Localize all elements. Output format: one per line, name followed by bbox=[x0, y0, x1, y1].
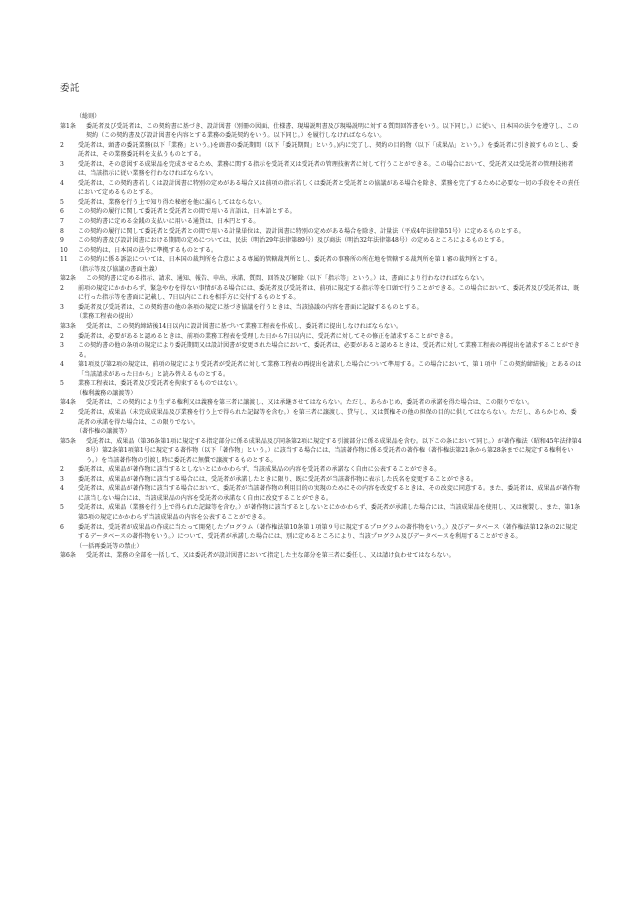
paragraph-text: この契約書に定める指示、請求、通知、報告、申出、承諾、質問、回答及び解除（以下「指示等」という。）は、書面により行わなければならない。 bbox=[86, 275, 489, 283]
paragraph-text: 委託者は、成果品が著作物に該当するとしないとにかかわらず、当該成果品の内容を受託者の承諾なく自由に公表することができる。 bbox=[78, 466, 441, 474]
clause-number: 6 bbox=[60, 208, 64, 216]
clause-paragraph bbox=[60, 141, 582, 160]
paragraph-text: この契約に係る訴訟については、日本国の裁判所を合意による専属的管轄裁判所とし、委託者の事務所の所在地を管轄する裁判所を第１審の裁判所とする。 bbox=[78, 256, 502, 264]
paragraph-text: 委託者は、必要があると認めるときは、前項の業務工程表を受理した日から7日以内に、受託者に対してその修正を請求することができる。 bbox=[78, 332, 457, 340]
clause-paragraph bbox=[60, 255, 582, 265]
section-heading: （総則） bbox=[76, 113, 101, 120]
paragraph-text: 受託者は、成果品（第36条第1項に規定する指定部分に係る成果品及び同条第2項に規定する引渡部分に係る成果品を含む。以下この条において同じ。）が著作権法（昭和45年法律第48号）第2条第1項第1号に規定する著作物（以下「著作物」という。）に該当する場合には、当該著作物に係る受託者の著作権（著作権法第21条から第28条までに規定する権利をいう。）を当該著作物の引渡し時に委託者に無償で譲渡するものとする。 bbox=[86, 437, 582, 464]
paragraph-text: この契約書及び設計図書における期間の定めについては、民法（明治29年法律第89号）及び商法（明治32年法律第48号）の定めるところによるものとする。 bbox=[78, 237, 508, 245]
clause-number: 6 bbox=[60, 523, 64, 531]
article-number: 第6条 bbox=[60, 552, 76, 560]
clause-number: 4 bbox=[60, 361, 64, 369]
section-heading: （業務工程表の提出） bbox=[76, 313, 137, 321]
article-number: 第3条 bbox=[60, 323, 76, 331]
clause-number: 8 bbox=[60, 227, 64, 235]
clause-paragraph bbox=[60, 227, 582, 237]
section-heading: （著作権の譲渡等） bbox=[76, 428, 131, 436]
paragraph-text: 受託者は、その意図する成果品を完成させるため、業務に関する指示を受託者又は受託者の管理技術者に対して行うことができる。この場合において、受託者又は受託者の管理技術者は、当該指示に従い業務を行わなければならない。 bbox=[78, 160, 574, 178]
paragraph-text: 受託者は、成果品が著作物に該当する場合において、委託者が当該著作物の利用目的の実現のためにその内容を改変するときは、その改変に同意する。また、委託者は、成果品が著作物に該当しない場合には、当該成果品の内容を受託者の承諾なく自由に改変することができる。 bbox=[78, 485, 580, 502]
clause-number: 9 bbox=[60, 237, 64, 245]
clause-paragraph bbox=[60, 236, 582, 246]
document-body bbox=[60, 112, 582, 561]
clause-number: 2 bbox=[60, 284, 64, 292]
article-paragraph bbox=[60, 122, 582, 141]
clause-number: 4 bbox=[60, 485, 64, 493]
paragraph-text: 受託者は、この契約締結後14日以内に設計図書に基づいて業務工程表を作成し、委託者に提出しなければならない。 bbox=[86, 323, 403, 331]
paragraph-text: 第1項及び第2項の規定は、前項の規定により受託者が受託者に対して業務工程表の再提出を請求した場合について準用する。この場合において、第１項中「この契約締結後」とあるのは「当該請求があった日から」と読み替えるものとする。 bbox=[78, 361, 582, 378]
article-paragraph bbox=[60, 398, 582, 408]
paragraph-text: 委託者及び受託者は、この契約書の他の条項の規定に基づき協議を行うときは、当該協議の内容を書面に記録するものとする。 bbox=[78, 303, 423, 311]
clause-paragraph bbox=[60, 475, 582, 485]
article-paragraph bbox=[60, 437, 582, 466]
paragraph-text: 受託者は、業務を行う上で知り得た秘密を他に漏らしてはならない。 bbox=[78, 198, 266, 206]
paragraph-text: 業務工程表は、委託者及び受託者を拘束するものではない。 bbox=[78, 380, 242, 388]
clause-number: 2 bbox=[60, 332, 64, 340]
clause-paragraph bbox=[60, 246, 582, 256]
paragraph-text: この契約は、日本国の法令に準拠するものとする。 bbox=[78, 246, 218, 254]
article-paragraph bbox=[60, 322, 582, 332]
clause-paragraph bbox=[60, 408, 582, 427]
clause-paragraph bbox=[60, 341, 582, 360]
clause-paragraph bbox=[60, 465, 582, 475]
article-number: 第5条 bbox=[60, 437, 76, 445]
paragraph-text: 受託者は、この契約書若しくは設計図書に特別の定めがある場合又は前項の指示若しくは委託者と受託者との協議がある場合を除き、業務を完了するために必要な一切の手段をその責任において定めるものとする。 bbox=[78, 179, 580, 197]
clause-number: 2 bbox=[60, 141, 64, 149]
article-paragraph bbox=[60, 551, 582, 561]
clause-number: 3 bbox=[60, 160, 64, 168]
paragraph-text: 受託者は、成果品（未完成成果品及び業務を行う上で得られた記録等を含む。）を第三者に譲渡し、貸与し、又は質権その他の担保の目的に供してはならない。ただし、あらかじめ、委託者の承諾を得た場合は、この限りでない。 bbox=[78, 408, 577, 426]
article-paragraph bbox=[60, 274, 582, 284]
paragraph-text: 委託者及び受託者は、この契約書に基づき、設計図書（別冊の図面、仕様書、現場説明書及び現場説明に対する質問回答書をいう。以下同じ。）に従い、日本国の法令を遵守し、この契約（この契約書及び設計図書を内容とする業務の委託契約をいう。以下同じ。）を履行しなければならない。 bbox=[86, 122, 579, 140]
section-heading: （権利義務の譲渡等） bbox=[76, 389, 137, 397]
clause-paragraph bbox=[60, 179, 582, 198]
clause-number: 5 bbox=[60, 380, 64, 388]
clause-number: 3 bbox=[60, 342, 64, 350]
section-heading: （一括再委託等の禁止） bbox=[76, 542, 143, 550]
paragraph-text: 委託者は、成果品が著作物に該当する場合には、受託者が承諾したときに限り、既に受託者が当該著作物に表示した氏名を変更することができる。 bbox=[78, 475, 478, 483]
clause-paragraph bbox=[60, 198, 582, 208]
paragraph-text: この契約の履行に関して委託者と受託者との間で用いる計量単位は、設計図書に特別の定めがある場合を除き、計量法（平成4年法律第51号）に定めるものとする。 bbox=[78, 227, 525, 235]
article-number: 第4条 bbox=[60, 399, 76, 407]
clause-number: 2 bbox=[60, 408, 64, 416]
clause-paragraph bbox=[60, 160, 582, 179]
clause-paragraph bbox=[60, 484, 582, 503]
clause-paragraph bbox=[60, 207, 582, 217]
clause-paragraph bbox=[60, 379, 582, 389]
clause-number: 5 bbox=[60, 198, 64, 206]
clause-number: 5 bbox=[60, 504, 64, 512]
clause-number: 4 bbox=[60, 179, 64, 187]
clause-paragraph bbox=[60, 503, 582, 522]
section-heading: （指示等及び協議の書面主義） bbox=[76, 265, 161, 273]
paragraph-text: この契約書の他の条項の規定により委託期間又は設計図書が変更された場合において、委託者は、必要があると認めるときは、受託者に対して業務工程表の再提出を請求することができる。 bbox=[78, 342, 580, 359]
document-title: 委託 bbox=[60, 83, 81, 94]
clause-number: 2 bbox=[60, 466, 64, 474]
clause-paragraph bbox=[60, 332, 582, 342]
clause-number: 3 bbox=[60, 303, 64, 311]
paragraph-text: 受託者は、成果品（業務を行う上で得られた記録等を含む。）が著作物に該当するとしないとにかかわらず、委託者が承諾した場合には、当該成果品を使用し、又は複製し、また、第1条第5項の規定にかかわらず当該成果品の内容を公表することができる。 bbox=[78, 504, 581, 521]
article-number: 第1条 bbox=[60, 122, 76, 130]
clause-number: 7 bbox=[60, 218, 64, 226]
paragraph-text: この契約の履行に関して委託者と受託者との間で用いる言語は、日本語とする。 bbox=[78, 208, 296, 216]
clause-paragraph bbox=[60, 284, 582, 303]
clause-paragraph bbox=[60, 303, 582, 313]
paragraph-text: 前項の規定にかかわらず、緊急やむを得ない事情がある場合には、委託者及び受託者は、前項に規定する指示等を口頭で行うことができる。この場合において、委託者及び受託者は、既に行った指示等を書面に記載し、7日以内にこれを相手方に交付するものとする。 bbox=[78, 284, 580, 302]
paragraph-text: 受託者は、業務の全部を一括して、又は委託者が設計図書において指定した主な部分を第三者に委任し、又は請け負わせてはならない。 bbox=[86, 552, 455, 560]
clause-paragraph bbox=[60, 217, 582, 227]
paragraph-text: 受託者は、この契約により生ずる権利又は義務を第三者に譲渡し、又は承継させてはならない。ただし、あらかじめ、委託者の承諾を得た場合は、この限りでない。 bbox=[86, 399, 534, 407]
clause-number: 11 bbox=[60, 256, 68, 264]
clause-paragraph bbox=[60, 360, 582, 379]
clause-paragraph bbox=[60, 523, 582, 542]
clause-number: 3 bbox=[60, 475, 64, 483]
paragraph-text: 受託者は、頭書の委託業務(以下「業務」という。)を頭書の委託期間（以下「委託期間」という。)内に完了し、契約の目的物（以下「成果品」という。）を委託者に引き渡すものとし、委託者は、その業務委託料を支払うものとする。 bbox=[78, 141, 578, 159]
clause-number: 10 bbox=[60, 246, 68, 254]
article-number: 第2条 bbox=[60, 275, 76, 283]
paragraph-text: 委託者は、受託者が成果品の作成に当たって開発したプログラム（著作権法第10条第１項第９号に規定するプログラムの著作物をいう。）及びデータベース（著作権法第12条の2に規定するデータベースの著作物をいう。）について、受託者が承諾した場合には、別に定めるところにより、当該プログラム及びデータベースを利用することができる。 bbox=[78, 523, 578, 541]
paragraph-text: この契約書に定める金銭の支払いに用いる通貨は、日本円とする。 bbox=[78, 218, 260, 226]
